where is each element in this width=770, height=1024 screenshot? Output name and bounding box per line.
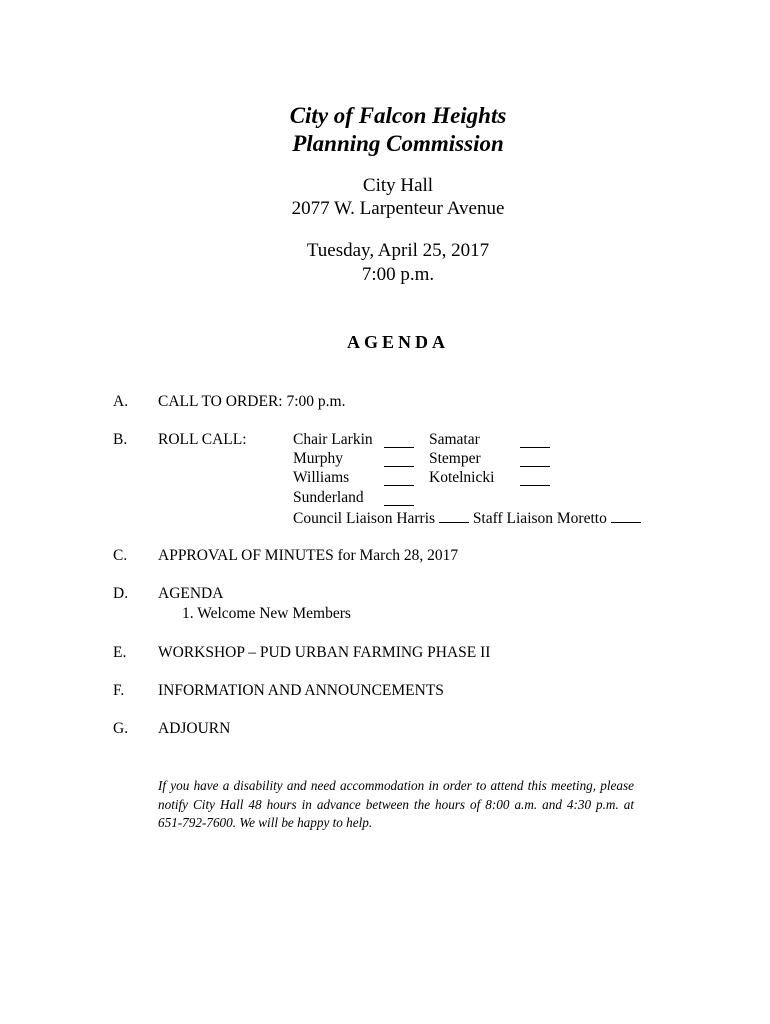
attendance-blank: [384, 472, 414, 486]
item-e-text: WORKSHOP – PUD URBAN FARMING PHASE II: [158, 644, 491, 661]
attendance-blank: [520, 434, 550, 448]
roll-kotelnicki: Kotelnicki: [429, 469, 495, 486]
roll-williams: Williams: [293, 469, 350, 486]
item-c-letter: C.: [113, 547, 128, 564]
roll-sunderland: Sunderland: [293, 489, 364, 506]
location-line-2: 2077 W. Larpenteur Avenue: [291, 198, 505, 219]
attendance-blank: [384, 434, 414, 448]
item-a-text: CALL TO ORDER: 7:00 p.m.: [158, 393, 346, 410]
roll-murphy: Murphy: [293, 450, 343, 467]
meeting-date: Tuesday, April 25, 2017: [306, 240, 490, 261]
roll-council-liaison: Council Liaison Harris: [293, 510, 436, 527]
attendance-blank: [384, 492, 414, 506]
roll-staff-liaison: Staff Liaison Moretto: [472, 510, 607, 527]
item-g-text: ADJOURN: [158, 720, 231, 737]
item-g-letter: G.: [113, 720, 129, 737]
item-f-text: INFORMATION AND ANNOUNCEMENTS: [158, 682, 444, 699]
item-b-letter: B.: [113, 431, 128, 448]
item-d-text: AGENDA: [158, 585, 224, 602]
agenda-heading: AGENDA: [346, 332, 449, 352]
title-line-2: Planning Commission: [292, 131, 504, 156]
attendance-blank: [611, 509, 641, 523]
accessibility-notice: If you have a disability and need accommodation in order to attend this meeting, please notify City Hall 48 hours in advance between the hours of 8:00 a.m. and 4:30 p.m. at 651-792-7600. We will be happy to help.: [158, 778, 634, 830]
item-a-letter: A.: [113, 393, 129, 410]
roll-stemper: Stemper: [429, 450, 481, 467]
item-d-letter: D.: [113, 585, 129, 602]
item-c-text: APPROVAL OF MINUTES for March 28, 2017: [158, 547, 459, 564]
attendance-blank: [384, 453, 414, 467]
item-f-letter: F.: [113, 682, 125, 699]
roll-samatar: Samatar: [429, 431, 480, 448]
roll-liaisons-line: [293, 509, 641, 528]
attendance-blank: [439, 509, 469, 523]
item-b-text: ROLL CALL:: [158, 431, 247, 448]
title-line-1: City of Falcon Heights: [289, 103, 507, 128]
attendance-blank: [520, 453, 550, 467]
meeting-time: 7:00 p.m.: [361, 264, 435, 285]
location-line-1: City Hall: [362, 175, 434, 196]
item-d-subitem: 1. Welcome New Members: [182, 605, 351, 622]
item-e-letter: E.: [113, 644, 127, 661]
roll-chair-larkin: Chair Larkin: [293, 431, 373, 448]
attendance-blank: [520, 472, 550, 486]
